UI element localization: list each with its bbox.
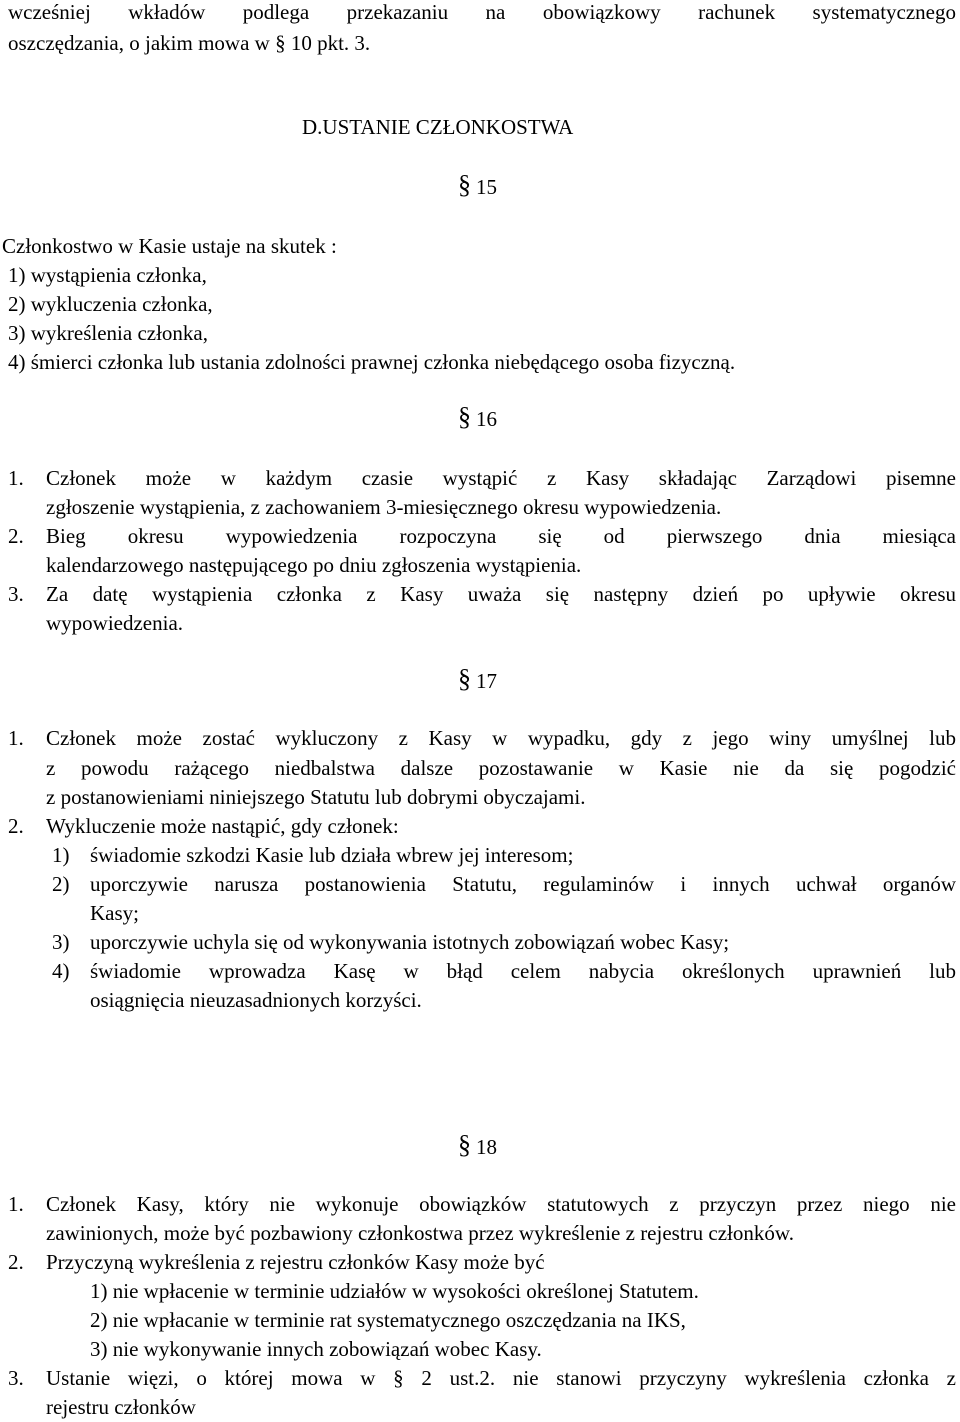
s16-p2-line-2: kalendarzowego następującego po dniu zgłoszenia wystąpienia. xyxy=(46,553,582,577)
s15-item-2: 2) wykluczenia członka, xyxy=(8,292,213,316)
section-number: 17 xyxy=(476,669,497,693)
s15-item-4: 4) śmierci członka lub ustania zdolności prawnej członka niebędącego osoba fizyczną. xyxy=(8,350,736,374)
s17-item-3-number: 3) xyxy=(52,930,70,954)
intro-line-1: wcześniej wkładów podlega przekazaniu na obowiązkowy rachunek systematycznego xyxy=(8,0,956,24)
intro-line-2: oszczędzania, o jakim mowa w § 10 pkt. 3. xyxy=(8,31,371,55)
s17-p1-line-2: z powodu rażącego niedbalstwa dalsze pozostawanie w Kasie nie da się pogodzić xyxy=(46,756,956,780)
s18-item-3: 3) nie wykonywanie innych zobowiązań wobec Kasy. xyxy=(90,1337,542,1361)
section-mark-icon: § xyxy=(458,1130,471,1159)
section-heading: D.USTANIE CZŁONKOSTWA xyxy=(302,115,574,139)
s18-item-2: 2) nie wpłacanie w terminie rat systematycznego oszczędzania na IKS, xyxy=(90,1308,686,1332)
s18-item-1: 1) nie wpłacenie w terminie udziałów w wysokości określonej Statutem. xyxy=(90,1279,699,1303)
s18-p1-line-1: Członek Kasy, który nie wykonuje obowiązków statutowych z przyczyn przez niego nie xyxy=(46,1192,956,1216)
s17-item-2-number: 2) xyxy=(52,872,70,896)
s17-p1-line-1: Członek może zostać wykluczony z Kasy w wypadku, gdy z jego winy umyślnej lub xyxy=(46,726,956,750)
section-number: 18 xyxy=(476,1135,497,1159)
section-mark-icon: § xyxy=(458,402,471,431)
s17-item-2-line-1: uporczywie narusza postanowienia Statutu, regulaminów i innych uchwał organów xyxy=(90,872,956,896)
s16-p3-line-1: Za datę wystąpienia członka z Kasy uważa się następny dzień po upływie okresu xyxy=(46,582,956,606)
s17-item-4-number: 4) xyxy=(52,959,70,983)
s17-item-1-number: 1) xyxy=(52,843,70,867)
s18-p1-number: 1. xyxy=(8,1192,24,1216)
s16-p2-number: 2. xyxy=(8,524,24,548)
s16-p1-line-2: zgłoszenie wystąpienia, z zachowaniem 3-miesięcznego okresu wypowiedzenia. xyxy=(46,495,722,519)
s17-p1-number: 1. xyxy=(8,726,24,750)
s18-p3-line-1: Ustanie więzi, o której mowa w § 2 ust.2. nie stanowi przyczyny wykreślenia członka z xyxy=(46,1366,956,1390)
s15-lead: Członkostwo w Kasie ustaje na skutek : xyxy=(2,234,337,258)
s17-item-4-line-1: świadomie wprowadza Kasę w błąd celem nabycia określonych uprawnień lub xyxy=(90,959,956,983)
section-mark-icon: § xyxy=(458,664,471,693)
s17-item-1: świadomie szkodzi Kasie lub działa wbrew jej interesom; xyxy=(90,843,574,867)
s18-p3-line-2: rejestru członków xyxy=(46,1395,196,1419)
s17-item-4-line-2: osiągnięcia nieuzasadnionych korzyści. xyxy=(90,988,422,1012)
s17-item-3: uporczywie uchyla się od wykonywania istotnych zobowiązań wobec Kasy; xyxy=(90,930,730,954)
section-mark-icon: § xyxy=(458,170,471,199)
s18-p2-line-1: Przyczyną wykreślenia z rejestru członków Kasy może być xyxy=(46,1250,545,1274)
s16-p3-number: 3. xyxy=(8,582,24,606)
s18-p1-line-2: zawinionych, może być pozbawiony członkostwa przez wykreślenie z rejestru członków. xyxy=(46,1221,794,1245)
s16-p3-line-2: wypowiedzenia. xyxy=(46,611,184,635)
s15-item-1: 1) wystąpienia członka, xyxy=(8,263,207,287)
s15-item-3: 3) wykreślenia członka, xyxy=(8,321,209,345)
section-number: 15 xyxy=(476,175,497,199)
s17-p1-line-3: z postanowieniami niniejszego Statutu lub dobrymi obyczajami. xyxy=(46,785,586,809)
s18-p3-number: 3. xyxy=(8,1366,24,1390)
s17-p2-number: 2. xyxy=(8,814,24,838)
s16-p1-number: 1. xyxy=(8,466,24,490)
s16-p1-line-1: Członek może w każdym czasie wystąpić z Kasy składając Zarządowi pisemne xyxy=(46,466,956,490)
s18-p2-number: 2. xyxy=(8,1250,24,1274)
section-number: 16 xyxy=(476,407,497,431)
s16-p2-line-1: Bieg okresu wypowiedzenia rozpoczyna się od pierwszego dnia miesiąca xyxy=(46,524,956,548)
s17-p2-line-1: Wykluczenie może nastąpić, gdy członek: xyxy=(46,814,399,838)
s17-item-2-line-2: Kasy; xyxy=(90,901,139,925)
